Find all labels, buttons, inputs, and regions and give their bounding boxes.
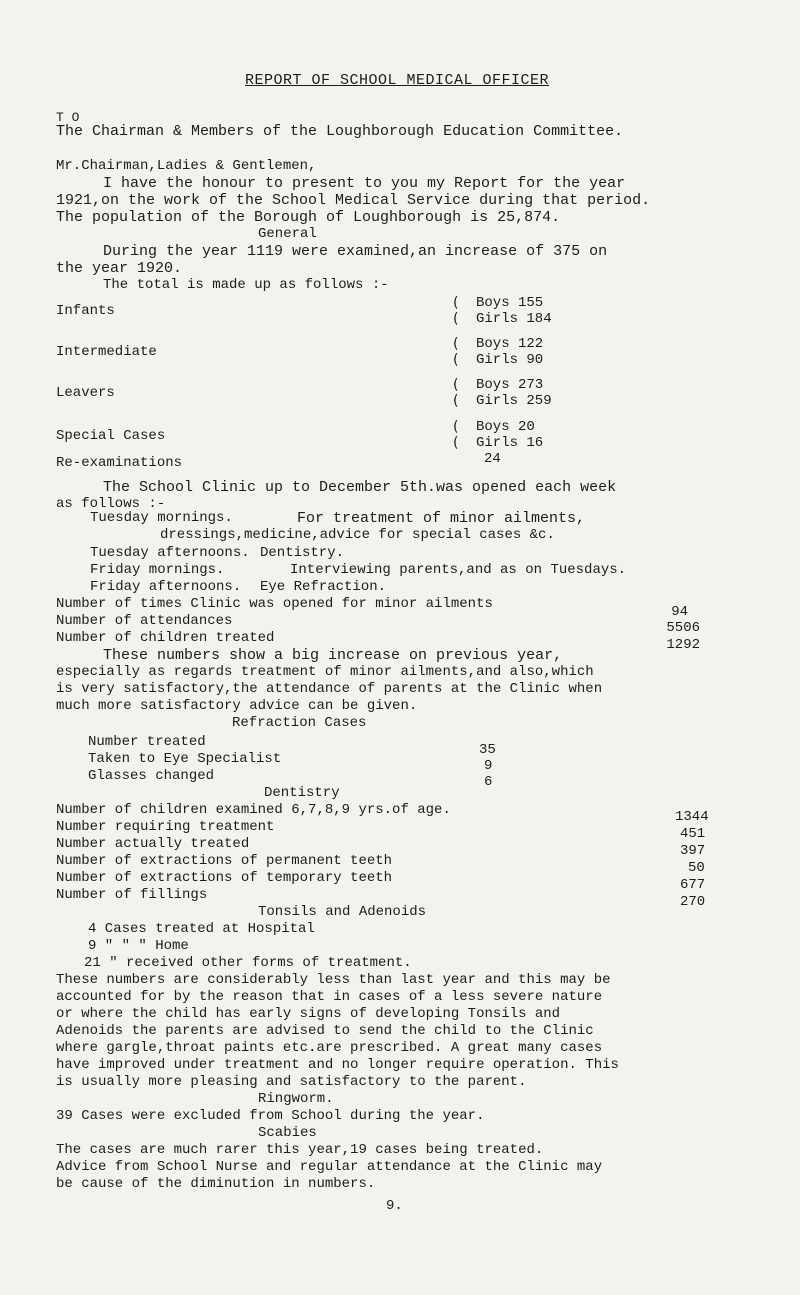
- salutation: Mr.Chairman,Ladies & Gentlemen,: [56, 158, 317, 174]
- ringworm-heading: Ringworm.: [258, 1091, 334, 1107]
- examined-line-2: the year 1920.: [56, 260, 183, 277]
- tonsils-heading: Tonsils and Adenoids: [258, 904, 427, 920]
- dentistry-value-2: 451: [680, 826, 706, 842]
- dentistry-heading: Dentistry: [264, 785, 340, 801]
- group-girls-special: Girls 16: [476, 435, 544, 451]
- schedule-what-2: dressings,medicine,advice for special cases &c.: [160, 527, 555, 543]
- dentistry-label-5: Number of extractions of temporary teeth: [56, 870, 393, 886]
- scabies-p-3: be cause of the diminution in numbers.: [56, 1176, 376, 1192]
- clinic-stat-label-2: Number of attendances: [56, 613, 233, 629]
- reexam-value: 24: [484, 451, 501, 467]
- tonsils-line-1: 4 Cases treated at Hospital: [88, 921, 315, 937]
- reexam-label: Re-examinations: [56, 455, 183, 471]
- brace-special: (: [453, 419, 459, 435]
- scabies-p-2: Advice from School Nurse and regular attendance at the Clinic may: [56, 1159, 603, 1175]
- brace-intermediate: (: [453, 336, 459, 352]
- clinic-stat-value-2: 5506: [666, 620, 700, 636]
- group-girls-leavers: Girls 259: [476, 393, 552, 409]
- general-heading: General: [258, 226, 317, 242]
- dentistry-value-6: 270: [680, 894, 706, 910]
- tonsils-p-6: have improved under treatment and no longer require operation. This: [56, 1057, 619, 1073]
- group-boys-special: Boys 20: [476, 419, 535, 435]
- schedule-what-4: Interviewing parents,and as on Tuesdays.: [290, 562, 627, 578]
- tonsils-p-1: These numbers are considerably less than last year and this may be: [56, 972, 611, 988]
- tonsils-p-4: Adenoids the parents are advised to send the child to the Clinic: [56, 1023, 594, 1039]
- dentistry-label-2: Number requiring treatment: [56, 819, 275, 835]
- group-label-infants: Infants: [56, 303, 115, 319]
- schedule-what-1: For treatment of minor ailments,: [297, 510, 586, 527]
- clinic-p-4: much more satisfactory advice can be given.: [56, 698, 418, 714]
- refraction-label-1: Number treated: [88, 734, 206, 750]
- group-girls-intermediate: Girls 90: [476, 352, 544, 368]
- schedule-what-3: Dentistry.: [260, 545, 345, 561]
- tonsils-p-7: is usually more pleasing and satisfactory to the parent.: [56, 1074, 527, 1090]
- intro-line-1: I have the honour to present to you my Report for the year: [103, 175, 626, 192]
- tonsils-line-3: 21 " received other forms of treatment.: [84, 955, 412, 971]
- clinic-stat-value-1: 94: [671, 604, 688, 620]
- group-label-intermediate: Intermediate: [56, 344, 157, 360]
- group-boys-leavers: Boys 273: [476, 377, 544, 393]
- clinic-p-1: These numbers show a big increase on previous year,: [103, 647, 563, 664]
- dentistry-value-4: 50: [688, 860, 705, 876]
- examined-line-1: During the year 1119 were examined,an increase of 375 on: [103, 243, 608, 260]
- tonsils-p-3: or where the child has early signs of developing Tonsils and: [56, 1006, 561, 1022]
- brace-leavers-2: (: [453, 393, 459, 409]
- brace-leavers: (: [453, 377, 459, 393]
- ringworm-line: 39 Cases were excluded from School during the year.: [56, 1108, 485, 1124]
- refraction-value-1: 35: [479, 742, 496, 758]
- group-label-special: Special Cases: [56, 428, 166, 444]
- schedule-when-4: Friday mornings.: [90, 562, 225, 578]
- dentistry-label-4: Number of extractions of permanent teeth: [56, 853, 393, 869]
- clinic-intro-2: as follows :-: [56, 496, 166, 512]
- scabies-heading: Scabies: [258, 1125, 317, 1141]
- clinic-stat-label-1: Number of times Clinic was opened for minor ailments: [56, 596, 493, 612]
- dentistry-value-3: 397: [680, 843, 706, 859]
- total-intro: The total is made up as follows :-: [103, 277, 389, 293]
- dentistry-label-6: Number of fillings: [56, 887, 208, 903]
- to-label: T O: [56, 110, 80, 125]
- scabies-p-1: The cases are much rarer this year,19 cases being treated.: [56, 1142, 544, 1158]
- clinic-p-2: especially as regards treatment of minor ailments,and also,which: [56, 664, 594, 680]
- clinic-stat-value-3: 1292: [666, 637, 700, 653]
- clinic-stat-label-3: Number of children treated: [56, 630, 275, 646]
- dentistry-label-1: Number of children examined 6,7,8,9 yrs.of age.: [56, 802, 451, 818]
- brace-intermediate-2: (: [453, 352, 459, 368]
- intro-line-3: The population of the Borough of Loughborough is 25,874.: [56, 209, 561, 226]
- report-title: REPORT OF SCHOOL MEDICAL OFFICER: [245, 72, 550, 89]
- refraction-label-3: Glasses changed: [88, 768, 215, 784]
- tonsils-p-5: where gargle,throat paints etc.are prescribed. A great many cases: [56, 1040, 603, 1056]
- refraction-heading: Refraction Cases: [232, 715, 367, 731]
- group-girls-infants: Girls 184: [476, 311, 552, 327]
- dentistry-label-3: Number actually treated: [56, 836, 250, 852]
- schedule-when-1: Tuesday mornings.: [90, 510, 233, 526]
- brace-infants-2: (: [453, 311, 459, 327]
- tonsils-line-2: 9 " " " Home: [88, 938, 189, 954]
- refraction-value-3: 6: [484, 774, 493, 790]
- tonsils-p-2: accounted for by the reason that in cases of a less severe nature: [56, 989, 603, 1005]
- dentistry-value-5: 677: [680, 877, 706, 893]
- group-boys-infants: Boys 155: [476, 295, 544, 311]
- addressee-line: The Chairman & Members of the Loughborough Education Committee.: [56, 123, 624, 140]
- brace-infants: (: [453, 295, 459, 311]
- intro-line-2: 1921,on the work of the School Medical Service during that period.: [56, 192, 651, 209]
- refraction-value-2: 9: [484, 758, 493, 774]
- schedule-what-5: Eye Refraction.: [260, 579, 387, 595]
- brace-special-2: (: [453, 435, 459, 451]
- schedule-when-3: Tuesday afternoons.: [90, 545, 250, 561]
- refraction-label-2: Taken to Eye Specialist: [88, 751, 282, 767]
- group-label-leavers: Leavers: [56, 385, 115, 401]
- clinic-intro-1: The School Clinic up to December 5th.was opened each week: [103, 479, 617, 496]
- group-boys-intermediate: Boys 122: [476, 336, 544, 352]
- schedule-when-5: Friday afternoons.: [90, 579, 242, 595]
- dentistry-value-1: 1344: [675, 809, 709, 825]
- page-number: 9.: [386, 1198, 403, 1214]
- clinic-p-3: is very satisfactory,the attendance of parents at the Clinic when: [56, 681, 603, 697]
